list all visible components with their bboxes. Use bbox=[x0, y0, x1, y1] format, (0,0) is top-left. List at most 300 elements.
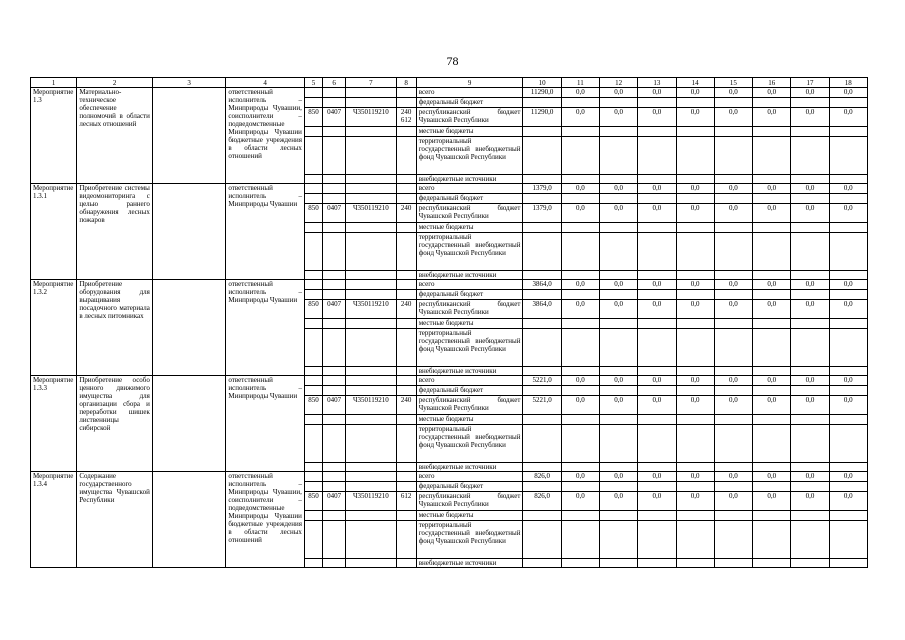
amount-empty bbox=[791, 175, 829, 184]
amount-empty bbox=[561, 194, 599, 204]
amount-year: 0,0 bbox=[753, 88, 791, 98]
amount-year: 0,0 bbox=[829, 204, 867, 223]
amount-empty bbox=[791, 367, 829, 376]
amount-year: 0,0 bbox=[676, 376, 714, 386]
csr-code bbox=[346, 127, 396, 137]
amount-year: 0,0 bbox=[829, 280, 867, 290]
amount-empty bbox=[600, 329, 638, 367]
rz-code bbox=[323, 367, 346, 376]
table-row bbox=[31, 280, 868, 290]
funding-source: всего bbox=[416, 280, 523, 290]
executor: ответственный исполнитель – Минприроды Чувашии bbox=[226, 280, 305, 376]
funding-source: федеральный бюджет bbox=[416, 98, 523, 108]
column-header: 8 bbox=[396, 78, 416, 88]
amount-empty bbox=[791, 223, 829, 233]
csr-code bbox=[346, 376, 396, 386]
amount-year: 0,0 bbox=[753, 492, 791, 511]
column-header: 6 bbox=[323, 78, 346, 88]
vr-code bbox=[396, 98, 416, 108]
amount-empty bbox=[753, 511, 791, 521]
amount-year: 0,0 bbox=[638, 204, 676, 223]
amount-year: 0,0 bbox=[676, 492, 714, 511]
amount-empty bbox=[676, 194, 714, 204]
vr-code bbox=[396, 280, 416, 290]
amount-year: 0,0 bbox=[676, 204, 714, 223]
amount-empty bbox=[714, 194, 752, 204]
measure-id: Мероприятие 1.3.3 bbox=[31, 376, 77, 472]
amount-empty bbox=[638, 271, 676, 280]
funding-source: всего bbox=[416, 376, 523, 386]
amount-empty bbox=[714, 463, 752, 472]
column-header: 16 bbox=[753, 78, 791, 88]
amount-year: 0,0 bbox=[753, 108, 791, 127]
amount-empty bbox=[791, 559, 829, 568]
grbs-code bbox=[304, 223, 322, 233]
grbs-code bbox=[304, 98, 322, 108]
amount-total: 11290,0 bbox=[523, 108, 561, 127]
amount-empty bbox=[600, 463, 638, 472]
vr-code bbox=[396, 233, 416, 271]
amount-empty bbox=[791, 463, 829, 472]
csr-code bbox=[346, 137, 396, 175]
amount-empty bbox=[829, 521, 867, 559]
funding-source: всего bbox=[416, 88, 523, 98]
amount-year: 0,0 bbox=[561, 184, 599, 194]
rz-code: 0407 bbox=[323, 492, 346, 511]
amount-year: 0,0 bbox=[638, 492, 676, 511]
csr-code bbox=[346, 367, 396, 376]
amount-year: 0,0 bbox=[791, 396, 829, 415]
amount-year: 0,0 bbox=[829, 88, 867, 98]
column-header: 9 bbox=[416, 78, 523, 88]
table-row bbox=[31, 472, 868, 482]
amount-empty bbox=[753, 194, 791, 204]
amount-total: 11290,0 bbox=[523, 88, 561, 98]
funding-source: территориальный государственный внебюджетный фонд Чувашской Республики bbox=[416, 233, 523, 271]
grbs-code bbox=[304, 233, 322, 271]
amount-empty bbox=[523, 559, 561, 568]
amount-empty bbox=[561, 319, 599, 329]
table-row bbox=[31, 376, 868, 386]
amount-empty bbox=[600, 367, 638, 376]
amount-empty bbox=[676, 463, 714, 472]
amount-empty bbox=[676, 271, 714, 280]
amount-year: 0,0 bbox=[714, 280, 752, 290]
grbs-code bbox=[304, 472, 322, 482]
rz-code bbox=[323, 88, 346, 98]
amount-year: 0,0 bbox=[676, 396, 714, 415]
amount-year: 0,0 bbox=[829, 472, 867, 482]
vr-code bbox=[396, 415, 416, 425]
rz-code: 0407 bbox=[323, 300, 346, 319]
measure-name: Приобретение особо ценного движимого имущества для организации сбора и переработки шишек лиственницы сибирской bbox=[77, 376, 153, 472]
amount-year: 0,0 bbox=[638, 88, 676, 98]
amount-year: 0,0 bbox=[638, 108, 676, 127]
amount-empty bbox=[791, 521, 829, 559]
rz-code bbox=[323, 194, 346, 204]
amount-empty bbox=[791, 319, 829, 329]
amount-empty bbox=[561, 329, 599, 367]
csr-code: Ч350119210 bbox=[346, 396, 396, 415]
amount-year: 0,0 bbox=[714, 108, 752, 127]
rz-code bbox=[323, 521, 346, 559]
amount-empty bbox=[791, 127, 829, 137]
amount-empty bbox=[638, 233, 676, 271]
vr-code bbox=[396, 386, 416, 396]
amount-empty bbox=[714, 223, 752, 233]
amount-empty bbox=[753, 521, 791, 559]
amount-year: 0,0 bbox=[753, 396, 791, 415]
funding-source: территориальный государственный внебюджетный фонд Чувашской Республики bbox=[416, 329, 523, 367]
amount-empty bbox=[561, 386, 599, 396]
amount-empty bbox=[676, 511, 714, 521]
amount-year: 0,0 bbox=[791, 280, 829, 290]
amount-empty bbox=[714, 511, 752, 521]
column-header: 7 bbox=[346, 78, 396, 88]
amount-empty bbox=[600, 415, 638, 425]
amount-empty bbox=[676, 425, 714, 463]
amount-empty bbox=[638, 425, 676, 463]
executor: ответственный исполнитель – Минприроды Чувашии bbox=[226, 376, 305, 472]
amount-total: 5221,0 bbox=[523, 396, 561, 415]
csr-code bbox=[346, 319, 396, 329]
csr-code bbox=[346, 425, 396, 463]
funding-source: внебюджетные источники bbox=[416, 367, 523, 376]
column-header-row bbox=[31, 78, 868, 88]
funding-source: местные бюджеты bbox=[416, 223, 523, 233]
funding-source: всего bbox=[416, 472, 523, 482]
amount-empty bbox=[561, 98, 599, 108]
rz-code bbox=[323, 425, 346, 463]
amount-empty bbox=[600, 290, 638, 300]
vr-code bbox=[396, 127, 416, 137]
grbs-code bbox=[304, 175, 322, 184]
amount-empty bbox=[676, 175, 714, 184]
amount-empty bbox=[561, 511, 599, 521]
amount-empty bbox=[753, 271, 791, 280]
participant-cell bbox=[152, 472, 226, 568]
amount-year: 0,0 bbox=[714, 88, 752, 98]
amount-empty bbox=[600, 98, 638, 108]
amount-empty bbox=[676, 415, 714, 425]
amount-year: 0,0 bbox=[676, 472, 714, 482]
amount-empty bbox=[829, 559, 867, 568]
rz-code bbox=[323, 175, 346, 184]
amount-year: 0,0 bbox=[829, 184, 867, 194]
vr-code: 240 bbox=[396, 204, 416, 223]
amount-empty bbox=[791, 425, 829, 463]
column-header: 2 bbox=[77, 78, 153, 88]
vr-code: 240 bbox=[396, 396, 416, 415]
amount-empty bbox=[600, 223, 638, 233]
amount-empty bbox=[638, 521, 676, 559]
amount-empty bbox=[714, 290, 752, 300]
measure-id: Мероприятие 1.3.1 bbox=[31, 184, 77, 280]
amount-year: 0,0 bbox=[676, 184, 714, 194]
executor: ответственный исполнитель – Минприроды Чувашии, соисполнители – подведомственные Минприроды Чувашии бюджетные учреждения в области лесных отношений bbox=[226, 472, 305, 568]
amount-empty bbox=[676, 559, 714, 568]
vr-code: 240 bbox=[396, 300, 416, 319]
amount-year: 0,0 bbox=[829, 108, 867, 127]
amount-empty bbox=[829, 127, 867, 137]
amount-year: 0,0 bbox=[753, 280, 791, 290]
rz-code bbox=[323, 137, 346, 175]
funding-source: республиканский бюджет Чувашской Республики bbox=[416, 300, 523, 319]
grbs-code bbox=[304, 329, 322, 367]
amount-year: 0,0 bbox=[600, 184, 638, 194]
funding-source: внебюджетные источники bbox=[416, 559, 523, 568]
amount-year: 0,0 bbox=[600, 280, 638, 290]
rz-code bbox=[323, 184, 346, 194]
amount-year: 0,0 bbox=[600, 88, 638, 98]
amount-empty bbox=[561, 482, 599, 492]
amount-empty bbox=[753, 425, 791, 463]
column-header: 14 bbox=[676, 78, 714, 88]
amount-year: 0,0 bbox=[753, 376, 791, 386]
amount-year: 0,0 bbox=[829, 300, 867, 319]
grbs-code bbox=[304, 367, 322, 376]
amount-empty bbox=[600, 271, 638, 280]
grbs-code bbox=[304, 194, 322, 204]
amount-year: 0,0 bbox=[638, 300, 676, 319]
grbs-code: 850 bbox=[304, 204, 322, 223]
rz-code bbox=[323, 233, 346, 271]
column-header: 1 bbox=[31, 78, 77, 88]
csr-code bbox=[346, 472, 396, 482]
vr-code bbox=[396, 194, 416, 204]
amount-empty bbox=[638, 482, 676, 492]
amount-year: 0,0 bbox=[676, 280, 714, 290]
amount-empty bbox=[829, 137, 867, 175]
amount-empty bbox=[829, 194, 867, 204]
executor: ответственный исполнитель – Минприроды Чувашии bbox=[226, 184, 305, 280]
amount-year: 0,0 bbox=[791, 88, 829, 98]
amount-empty bbox=[561, 175, 599, 184]
amount-empty bbox=[638, 329, 676, 367]
vr-code bbox=[396, 329, 416, 367]
amount-empty bbox=[676, 137, 714, 175]
csr-code bbox=[346, 511, 396, 521]
amount-empty bbox=[561, 367, 599, 376]
amount-empty bbox=[523, 98, 561, 108]
amount-empty bbox=[676, 329, 714, 367]
amount-empty bbox=[523, 482, 561, 492]
amount-empty bbox=[561, 425, 599, 463]
amount-year: 0,0 bbox=[561, 204, 599, 223]
amount-empty bbox=[638, 559, 676, 568]
csr-code bbox=[346, 233, 396, 271]
funding-source: республиканский бюджет Чувашской Республики bbox=[416, 108, 523, 127]
vr-code bbox=[396, 271, 416, 280]
amount-year: 0,0 bbox=[791, 376, 829, 386]
rz-code bbox=[323, 482, 346, 492]
amount-year: 0,0 bbox=[714, 204, 752, 223]
amount-empty bbox=[714, 559, 752, 568]
amount-empty bbox=[638, 415, 676, 425]
amount-empty bbox=[638, 223, 676, 233]
amount-empty bbox=[523, 511, 561, 521]
csr-code: Ч350119210 bbox=[346, 492, 396, 511]
amount-empty bbox=[638, 386, 676, 396]
amount-year: 0,0 bbox=[753, 204, 791, 223]
grbs-code bbox=[304, 511, 322, 521]
amount-empty bbox=[638, 290, 676, 300]
amount-year: 0,0 bbox=[791, 184, 829, 194]
csr-code bbox=[346, 521, 396, 559]
amount-empty bbox=[829, 271, 867, 280]
grbs-code: 850 bbox=[304, 108, 322, 127]
amount-empty bbox=[753, 137, 791, 175]
grbs-code: 850 bbox=[304, 300, 322, 319]
funding-source: местные бюджеты bbox=[416, 415, 523, 425]
amount-year: 0,0 bbox=[753, 472, 791, 482]
column-header: 18 bbox=[829, 78, 867, 88]
funding-source: республиканский бюджет Чувашской Республики bbox=[416, 204, 523, 223]
grbs-code bbox=[304, 319, 322, 329]
measure-id: Мероприятие 1.3 bbox=[31, 88, 77, 184]
amount-empty bbox=[600, 233, 638, 271]
amount-empty bbox=[791, 233, 829, 271]
amount-empty bbox=[523, 521, 561, 559]
amount-year: 0,0 bbox=[638, 472, 676, 482]
vr-code bbox=[396, 463, 416, 472]
amount-empty bbox=[523, 271, 561, 280]
measure-id: Мероприятие 1.3.2 bbox=[31, 280, 77, 376]
amount-empty bbox=[638, 194, 676, 204]
vr-code bbox=[396, 290, 416, 300]
amount-empty bbox=[753, 415, 791, 425]
amount-empty bbox=[753, 290, 791, 300]
participant-cell bbox=[152, 280, 226, 376]
csr-code bbox=[346, 559, 396, 568]
amount-empty bbox=[791, 482, 829, 492]
amount-empty bbox=[638, 511, 676, 521]
csr-code: Ч350119210 bbox=[346, 300, 396, 319]
amount-empty bbox=[523, 329, 561, 367]
amount-empty bbox=[829, 482, 867, 492]
amount-total: 826,0 bbox=[523, 492, 561, 511]
amount-empty bbox=[638, 319, 676, 329]
table-row bbox=[31, 88, 868, 98]
funding-source: федеральный бюджет bbox=[416, 290, 523, 300]
amount-year: 0,0 bbox=[791, 108, 829, 127]
amount-empty bbox=[829, 511, 867, 521]
rz-code: 0407 bbox=[323, 108, 346, 127]
amount-empty bbox=[829, 415, 867, 425]
vr-code bbox=[396, 376, 416, 386]
amount-empty bbox=[753, 319, 791, 329]
column-header: 5 bbox=[304, 78, 322, 88]
amount-year: 0,0 bbox=[600, 376, 638, 386]
vr-code: 612 bbox=[396, 492, 416, 511]
rz-code bbox=[323, 290, 346, 300]
amount-empty bbox=[753, 233, 791, 271]
amount-empty bbox=[523, 425, 561, 463]
amount-year: 0,0 bbox=[561, 376, 599, 386]
measure-id: Мероприятие 1.3.4 bbox=[31, 472, 77, 568]
amount-empty bbox=[561, 290, 599, 300]
amount-year: 0,0 bbox=[791, 300, 829, 319]
grbs-code bbox=[304, 137, 322, 175]
amount-year: 0,0 bbox=[561, 108, 599, 127]
rz-code bbox=[323, 329, 346, 367]
program-table bbox=[30, 77, 868, 568]
amount-year: 0,0 bbox=[561, 88, 599, 98]
amount-empty bbox=[753, 175, 791, 184]
vr-code bbox=[396, 367, 416, 376]
grbs-code bbox=[304, 425, 322, 463]
grbs-code bbox=[304, 376, 322, 386]
amount-empty bbox=[561, 223, 599, 233]
amount-year: 0,0 bbox=[753, 300, 791, 319]
amount-empty bbox=[829, 98, 867, 108]
amount-empty bbox=[791, 329, 829, 367]
amount-empty bbox=[523, 137, 561, 175]
amount-empty bbox=[523, 290, 561, 300]
amount-empty bbox=[600, 386, 638, 396]
amount-year: 0,0 bbox=[676, 300, 714, 319]
amount-empty bbox=[714, 137, 752, 175]
vr-code bbox=[396, 184, 416, 194]
amount-empty bbox=[523, 127, 561, 137]
participant-cell bbox=[152, 376, 226, 472]
amount-empty bbox=[561, 415, 599, 425]
amount-empty bbox=[600, 559, 638, 568]
amount-year: 0,0 bbox=[600, 396, 638, 415]
csr-code bbox=[346, 194, 396, 204]
amount-year: 0,0 bbox=[714, 184, 752, 194]
vr-code bbox=[396, 472, 416, 482]
rz-code bbox=[323, 127, 346, 137]
rz-code bbox=[323, 386, 346, 396]
amount-empty bbox=[714, 521, 752, 559]
amount-year: 0,0 bbox=[600, 492, 638, 511]
amount-empty bbox=[600, 127, 638, 137]
amount-empty bbox=[638, 175, 676, 184]
amount-empty bbox=[676, 233, 714, 271]
measure-name: Приобретение оборудования для выращивания посадочного материала в лесных питомниках bbox=[77, 280, 153, 376]
amount-year: 0,0 bbox=[638, 280, 676, 290]
grbs-code: 850 bbox=[304, 396, 322, 415]
amount-year: 0,0 bbox=[791, 492, 829, 511]
csr-code bbox=[346, 223, 396, 233]
amount-empty bbox=[600, 425, 638, 463]
amount-empty bbox=[753, 329, 791, 367]
amount-empty bbox=[638, 127, 676, 137]
vr-code bbox=[396, 511, 416, 521]
rz-code bbox=[323, 223, 346, 233]
amount-empty bbox=[523, 415, 561, 425]
amount-year: 0,0 bbox=[561, 396, 599, 415]
funding-source: местные бюджеты bbox=[416, 127, 523, 137]
amount-empty bbox=[791, 386, 829, 396]
amount-empty bbox=[791, 98, 829, 108]
csr-code bbox=[346, 482, 396, 492]
amount-empty bbox=[829, 290, 867, 300]
amount-empty bbox=[600, 175, 638, 184]
amount-empty bbox=[676, 290, 714, 300]
amount-year: 0,0 bbox=[791, 472, 829, 482]
funding-source: республиканский бюджет Чувашской Республики bbox=[416, 396, 523, 415]
grbs-code bbox=[304, 521, 322, 559]
amount-year: 0,0 bbox=[714, 396, 752, 415]
vr-code bbox=[396, 521, 416, 559]
amount-empty bbox=[600, 511, 638, 521]
column-header: 4 bbox=[226, 78, 305, 88]
grbs-code bbox=[304, 559, 322, 568]
amount-empty bbox=[714, 482, 752, 492]
funding-source: территориальный государственный внебюджетный фонд Чувашской Республики bbox=[416, 425, 523, 463]
